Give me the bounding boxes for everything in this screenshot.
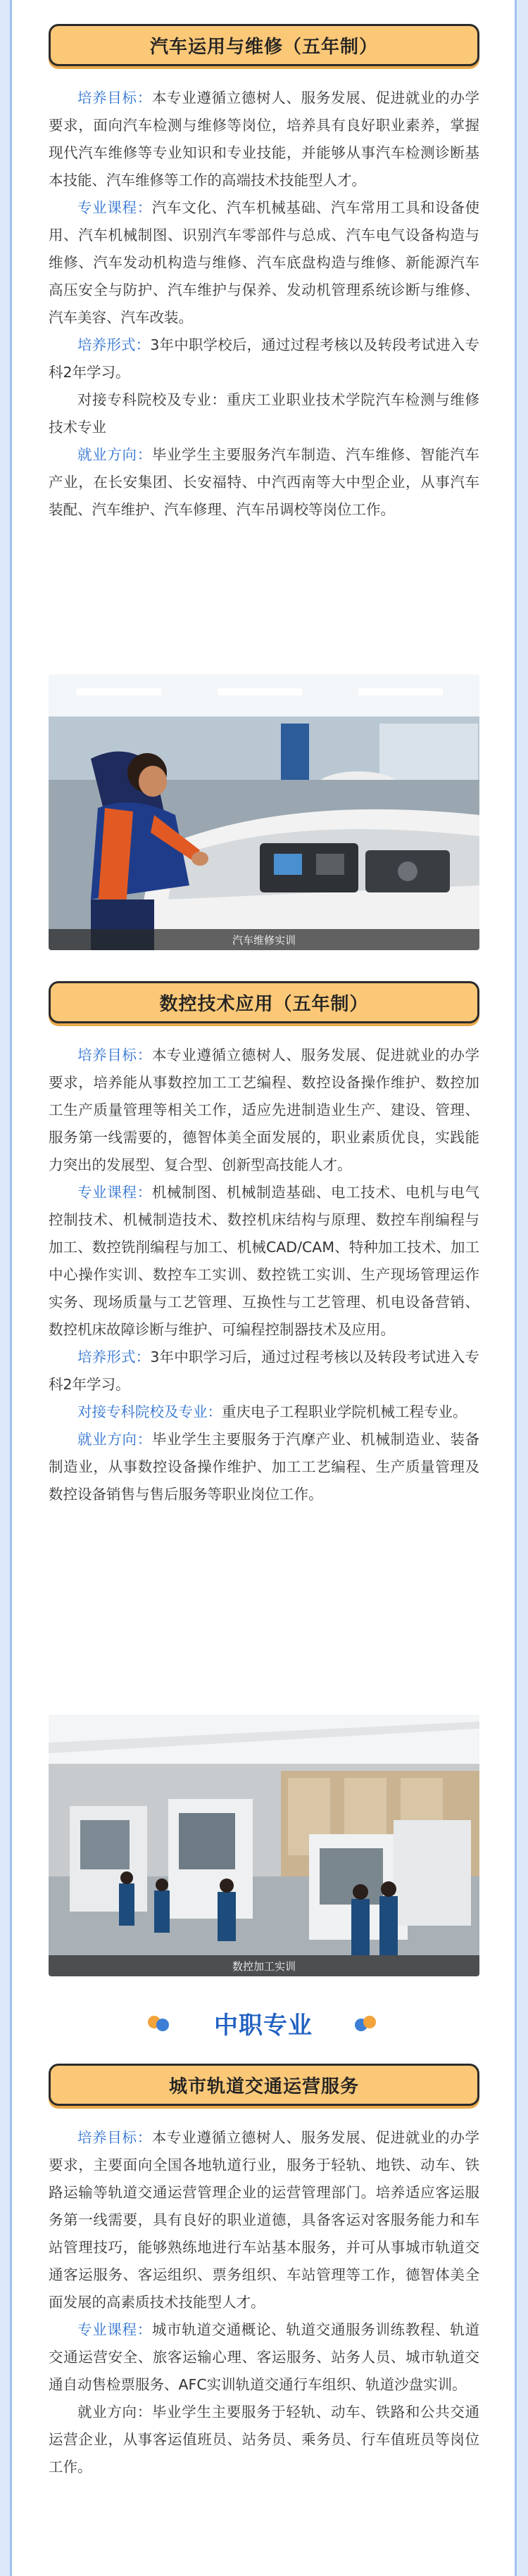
section-banner-auto-repair	[49, 24, 479, 66]
photo-caption-bar	[49, 929, 479, 950]
paragraph-courses	[49, 2316, 479, 2399]
paragraph-label: 就业方向：	[77, 1431, 152, 1448]
decor-dots-right-icon	[355, 2014, 379, 2031]
section-body-rail-transit	[49, 2124, 479, 2481]
paragraph-text: 机械制图、机械制造基础、电工技术、电机与电气控制技术、机械制造技术、数控机床结构与原理、数控车削编程与加工、数控铣削编程与加工、机械CAD/CAM、特种加工技术、加工中心操作实训、数控车工实训、数控铣工实训、生产现场管理运作实务、现场质量与工艺管理、互换性与工艺管理、机电设备营销、数控机床故障诊断与维护、可编程控制器技术及应用。	[49, 1184, 480, 1338]
paragraph-training-goal	[49, 1042, 479, 1179]
paragraph-text: 3年中职学校后，通过过程考核以及转段考试进入专科2年学习。	[49, 336, 479, 381]
paragraph-text: 毕业学生主要服务于汽摩产业、机械制造业、装备制造业，从事数控设备操作维护、加工工艺编程、生产质量管理及数控设备销售与售后服务等职业岗位工作。	[49, 1431, 480, 1503]
photo-cnc-training	[49, 1715, 479, 1976]
paragraph-label: 就业方向：	[77, 2404, 152, 2420]
paragraph-employment	[49, 441, 479, 524]
paragraph-employment	[49, 1426, 479, 1508]
paragraph-label: 就业方向：	[77, 446, 152, 463]
paragraph-text: 本专业遵循立德树人、服务发展、促进就业的办学要求，面向汽车检测与维修等岗位，培养具有良好职业素养，掌握现代汽车维修等专业知识和专业技能，并能够从事汽车检测诊断基本技能、汽车维修等工作的高端技术技能型人才。	[49, 89, 480, 189]
section-banner-cnc	[49, 981, 479, 1023]
paragraph-training-goal	[49, 84, 479, 194]
section-title: 汽车运用与维修（五年制）	[149, 36, 378, 58]
paragraph-text: 汽车文化、汽车机械基础、汽车常用工具和设备使用、汽车机械制图、识别汽车零部件与总成、汽车电气设备构造与维修、汽车发动机构造与维修、汽车底盘构造与维修、新能源汽车高压安全与防护、汽车维护与保养、发动机管理系统诊断与维修、汽车美容、汽车改装。	[49, 199, 480, 326]
photo-caption: 数控加工实训	[232, 1959, 296, 1973]
section-banner-rail-transit	[49, 2064, 479, 2106]
paragraph-label: 培养目标：	[77, 89, 152, 106]
section-title: 数控技术应用（五年制）	[159, 993, 369, 1015]
paragraph-label: 培养目标：	[77, 1047, 152, 1063]
section-body-auto-repair	[49, 84, 479, 524]
photo-caption: 汽车维修实训	[232, 933, 296, 947]
page-frame	[10, 0, 517, 2576]
paragraph-label: 对接专科院校及专业：	[77, 1403, 222, 1420]
paragraph-text: 重庆电子工程职业学院机械工程专业。	[222, 1403, 467, 1420]
paragraph-text: 3年中职学习后，通过过程考核以及转段考试进入专科2年学习。	[49, 1349, 479, 1393]
photo-caption-bar	[49, 1955, 479, 1976]
paragraph-text: 毕业学生主要服务于轻轨、动车、铁路和公共交通运营企业，从事客运值班员、站务员、乘务员、行车值班员等岗位工作。	[49, 2404, 480, 2475]
paragraph-courses	[49, 1179, 479, 1344]
paragraph-label: 培养目标：	[77, 2129, 152, 2146]
cnc-workshop-illustration	[49, 1715, 479, 1976]
paragraph-label: 专业课程：	[77, 1184, 152, 1201]
paragraph-text: 本专业遵循立德树人、服务发展、促进就业的办学要求，主要面向全国各地轨道行业，服务于轻轨、地铁、动车、铁路运输等轨道交通运营管理企业的运营管理部门。培养适应客运服务第一线需要，具有良好的职业道德，具备客运对客服务能力和车站管理技巧，能够熟练地进行车站基本服务，并可从事城市轨道交通客运服务、客运组织、票务组织、车站管理等工作，德智体美全面发展的高素质技术技能型人才。	[49, 2129, 480, 2311]
paragraph-text: 本专业遵循立德树人、服务发展、促进就业的办学要求，培养能从事数控加工工艺编程、数控设备操作维护、数控加工生产质量管理等相关工作，适应先进制造业生产、建设、管理、服务第一线需要的，德智体美全面发展的，职业素质优良，实践能力突出的发展型、复合型、创新型高技能人才。	[49, 1047, 480, 1173]
section-title: 城市轨道交通运营服务	[168, 2076, 359, 2097]
auto-repair-illustration	[49, 674, 479, 950]
paragraph-format	[49, 1344, 479, 1399]
paragraph-text: 城市轨道交通概论、轨道交通服务训练教程、轨道交通运营安全、旅客运输心理、客运服务、站务人员、城市轨道交通自动售检票服务、AFC实训轨道交通行车组织、轨道沙盘实训。	[49, 2321, 480, 2393]
paragraph-text: 毕业学生主要服务汽车制造、汽车维修、智能汽车产业，在长安集团、长安福特、中汽西南等大中型企业，从事汽车装配、汽车维护、汽车修理、汽车吊调校等岗位工作。	[49, 446, 480, 518]
paragraph-label: 专业课程：	[77, 2321, 152, 2338]
paragraph-partner-college	[49, 386, 479, 441]
paragraph-employment	[49, 2399, 479, 2481]
paragraph-courses	[49, 194, 479, 332]
decor-dots-left-icon	[148, 2014, 172, 2031]
paragraph-training-goal	[49, 2124, 479, 2316]
paragraph-partner-college	[49, 1399, 479, 1426]
category-title: 中职专业	[214, 2011, 313, 2040]
photo-auto-repair-training	[49, 674, 479, 950]
paragraph-format	[49, 332, 479, 386]
paragraph-label: 培养形式：	[77, 1349, 151, 1365]
paragraph-label: 专业课程：	[77, 199, 152, 216]
section-body-cnc	[49, 1042, 479, 1508]
paragraph-text: 重庆工业职业技术学院汽车检测与维修技术专业	[49, 391, 480, 436]
category-heading	[12, 2002, 515, 2044]
paragraph-label: 培养形式：	[77, 336, 151, 353]
paragraph-label: 对接专科院校及专业：	[77, 391, 227, 408]
